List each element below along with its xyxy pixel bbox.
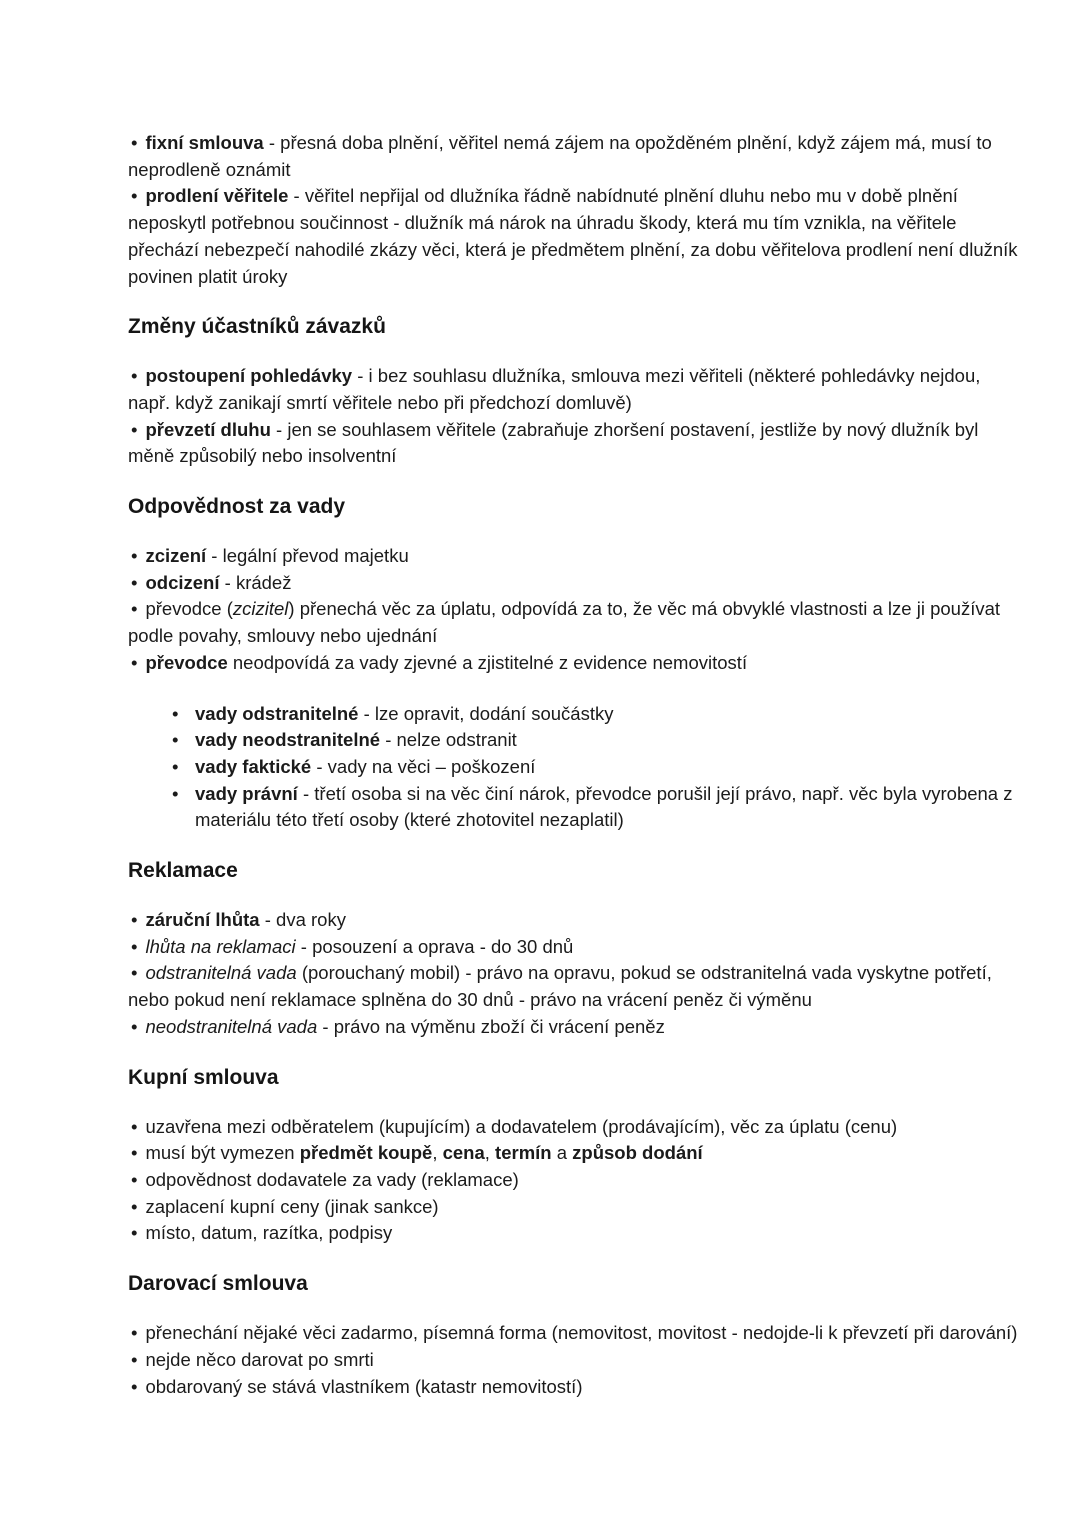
- bullet-text: [145, 1349, 373, 1370]
- text-segment: lhůta na reklamaci: [145, 935, 296, 957]
- text-segment: zcizení: [145, 545, 207, 567]
- bullet-text: [128, 185, 1018, 286]
- text-segment: (porouchaný mobil) - právo na opravu, pokud se odstranitelná vada vyskytne potřetí, nebo pokud není reklamace splněna do 30 dnů - právo na vrácení peněz či výměnu: [128, 962, 992, 1011]
- bullet-item: [128, 1014, 1018, 1041]
- text-segment: převzetí dluhu: [145, 418, 271, 440]
- bullet-item: [128, 596, 1018, 649]
- text-segment: ) přenechá věc za úplatu, odpovídá za to, že věc má obvyklé vlastnosti a lze ji používat podle povahy, smlouvy nebo ujednání: [128, 598, 1001, 647]
- text-segment: vady neodstranitelné: [195, 729, 381, 751]
- text-segment: - přesná doba plnění, věřitel nemá zájem na opožděném plnění, když zájem má, musí to neprodleně oznámit: [128, 132, 992, 180]
- bullet-text: [145, 545, 408, 566]
- document-content: [128, 130, 1018, 1400]
- text-segment: fixní smlouva: [145, 132, 264, 153]
- bullet-item: [128, 1320, 1018, 1347]
- bullet-text: [145, 1196, 438, 1217]
- text-segment: neodstranitelná vada: [145, 1015, 318, 1037]
- bullet-icon: •: [131, 651, 138, 673]
- text-segment: - vady na věci – poškození: [311, 755, 536, 777]
- document-section: [128, 1269, 1018, 1400]
- bullet-text: [195, 727, 1018, 754]
- bullet-icon: •: [131, 1322, 138, 1344]
- bullet-icon: •: [131, 365, 138, 387]
- bullet-icon: •: [131, 598, 138, 620]
- bullet-item: [128, 130, 1018, 183]
- text-segment: obdarovaný se stává vlastníkem (katastr nemovitostí): [145, 1375, 583, 1397]
- bullet-item: [128, 1220, 1018, 1247]
- bullet-item: [128, 1114, 1018, 1141]
- text-segment: - jen se souhlasem věřitele (zabraňuje zhoršení postavení, jestliže by nový dlužník byl měně způsobilý nebo insolventní: [128, 418, 979, 467]
- text-segment: - právo na výměnu zboží či vrácení peněz: [317, 1015, 665, 1037]
- text-segment: - posouzení a oprava - do 30 dnů: [295, 935, 574, 957]
- bullet-text: [145, 1169, 518, 1190]
- bullet-item: [128, 1194, 1018, 1221]
- bullet-item: [128, 363, 1018, 416]
- bullet-text: [145, 909, 345, 930]
- bullet-icon: •: [131, 545, 138, 567]
- bullet-icon: •: [131, 1195, 138, 1217]
- bullet-item: [128, 1374, 1018, 1401]
- bullet-item: [128, 570, 1018, 597]
- text-segment: - nelze odstranit: [380, 729, 517, 751]
- bullet-item: [128, 1347, 1018, 1374]
- bullet-icon: •: [131, 909, 138, 931]
- document-section: [128, 492, 1018, 834]
- text-segment: místo, datum, razítka, podpisy: [145, 1222, 393, 1244]
- text-segment: zcizitel: [232, 598, 289, 620]
- text-segment: zaplacení kupní ceny (jinak sankce): [145, 1195, 439, 1217]
- bullet-icon: •: [131, 935, 138, 957]
- bullet-icon: •: [131, 571, 138, 593]
- text-segment: a: [551, 1142, 573, 1164]
- text-segment: uzavřena mezi odběratelem (kupujícím) a dodavatelem (prodávajícím), věc za úplatu (cenu): [145, 1115, 898, 1137]
- section-heading: Změny účastníků závazků: [128, 315, 386, 339]
- bullet-icon: •: [172, 755, 179, 777]
- bullet-icon: •: [172, 782, 179, 804]
- bullet-text: [145, 1016, 664, 1037]
- text-segment: převodce (: [145, 598, 233, 620]
- text-segment: vady odstranitelné: [195, 702, 359, 724]
- text-segment: - i bez souhlasu dlužníka, smlouva mezi věřiteli (některé pohledávky nejdou, např. když zanikají smrtí věřitele nebo při předchozí domluvě): [128, 365, 981, 413]
- section-heading: Darovací smlouva: [128, 1272, 308, 1296]
- bullet-item: [128, 543, 1018, 570]
- bullet-text: [145, 1116, 897, 1137]
- sub-bullet-item: [128, 781, 1018, 834]
- sub-bullet-item: [128, 754, 1018, 781]
- sub-bullet-item: [128, 701, 1018, 728]
- bullet-icon: •: [131, 132, 138, 153]
- bullet-text: [145, 572, 291, 593]
- bullet-item: [128, 183, 1018, 290]
- text-segment: - věřitel nepřijal od dlužníka řádně nabídnuté plnění dluhu nebo mu v době plnění neposkytl potřebnou součinnost - dlužník má nárok na úhradu škody, která mu tím vznikla, na věřitele přechází nebezpečí nahodilé zkázy věci, která je předmětem plnění, za dobu věřitelova prodlení není dlužník povinen platit úroky: [128, 185, 1018, 287]
- bullet-icon: •: [172, 702, 179, 724]
- text-segment: odcizení: [145, 571, 220, 593]
- bullet-item: [128, 907, 1018, 934]
- bullet-text: [128, 365, 980, 413]
- bullet-item: [128, 960, 1018, 1013]
- text-segment: termín: [495, 1142, 552, 1164]
- bullet-icon: •: [131, 1115, 138, 1137]
- bullet-text: [145, 1222, 392, 1243]
- text-segment: cena: [442, 1142, 485, 1164]
- bullet-text: [195, 754, 1018, 781]
- text-segment: záruční lhůta: [145, 909, 260, 931]
- bullet-text: [128, 962, 992, 1010]
- bullet-text: [145, 1376, 582, 1397]
- bullet-text: [145, 1322, 1017, 1343]
- bullet-icon: •: [131, 1222, 138, 1244]
- bullet-icon: •: [131, 418, 138, 440]
- bullet-text: [145, 652, 747, 673]
- document-section: [128, 312, 1018, 470]
- bullet-icon: •: [172, 729, 179, 751]
- text-segment: způsob dodání: [572, 1142, 703, 1164]
- text-segment: - legální převod majetku: [206, 545, 409, 567]
- text-segment: - krádež: [219, 571, 292, 593]
- bullet-text: [128, 598, 1000, 646]
- text-segment: - třetí osoba si na věc činí nárok, převodce porušil její právo, např. věc byla vyrobena z materiálu této třetí osoby (které zhotovitel nezaplatil): [195, 782, 1013, 831]
- bullet-icon: •: [131, 962, 138, 984]
- document-section: [128, 856, 1018, 1041]
- section-heading: Odpovědnost za vady: [128, 495, 346, 519]
- sub-bullet-item: [128, 727, 1018, 754]
- bullet-text: [195, 701, 1018, 728]
- text-segment: převodce: [145, 651, 228, 673]
- document-section: [128, 1063, 1018, 1248]
- text-segment: - dva roky: [259, 909, 346, 931]
- bullet-text: [128, 419, 978, 467]
- document-section: [128, 130, 1018, 290]
- text-segment: neodpovídá za vady zjevné a zjistitelné z evidence nemovitostí: [227, 651, 748, 673]
- text-segment: postoupení pohledávky: [145, 365, 353, 387]
- section-heading: Kupní smlouva: [128, 1065, 279, 1089]
- bullet-icon: •: [131, 1375, 138, 1397]
- text-segment: ,: [484, 1142, 496, 1164]
- bullet-item: [128, 934, 1018, 961]
- bullet-text: [145, 936, 573, 957]
- bullet-item: [128, 1140, 1018, 1167]
- text-segment: musí být vymezen: [145, 1142, 300, 1164]
- text-segment: vady právní: [195, 782, 298, 804]
- bullet-item: [128, 650, 1018, 677]
- text-segment: - lze opravit, dodání součástky: [358, 702, 614, 724]
- bullet-icon: •: [131, 185, 138, 207]
- bullet-icon: •: [131, 1015, 138, 1037]
- bullet-text: [128, 132, 992, 180]
- section-heading: Reklamace: [128, 859, 238, 883]
- text-segment: nejde něco darovat po smrti: [145, 1348, 374, 1370]
- text-segment: předmět koupě: [299, 1142, 433, 1164]
- bullet-icon: •: [131, 1142, 138, 1164]
- text-segment: vady faktické: [195, 755, 312, 777]
- text-segment: přenechání nějaké věci zadarmo, písemná forma (nemovitost, movitost - nedojde-li k převzetí při darování): [145, 1322, 1018, 1344]
- bullet-text: [145, 1142, 702, 1163]
- bullet-item: [128, 417, 1018, 470]
- bullet-text: [195, 781, 1018, 834]
- bullet-icon: •: [131, 1348, 138, 1370]
- text-segment: odstranitelná vada: [145, 962, 297, 984]
- text-segment: odpovědnost dodavatele za vady (reklamace): [145, 1168, 519, 1190]
- bullet-item: [128, 1167, 1018, 1194]
- bullet-icon: •: [131, 1168, 138, 1190]
- text-segment: ,: [432, 1142, 443, 1164]
- text-segment: prodlení věřitele: [145, 185, 289, 207]
